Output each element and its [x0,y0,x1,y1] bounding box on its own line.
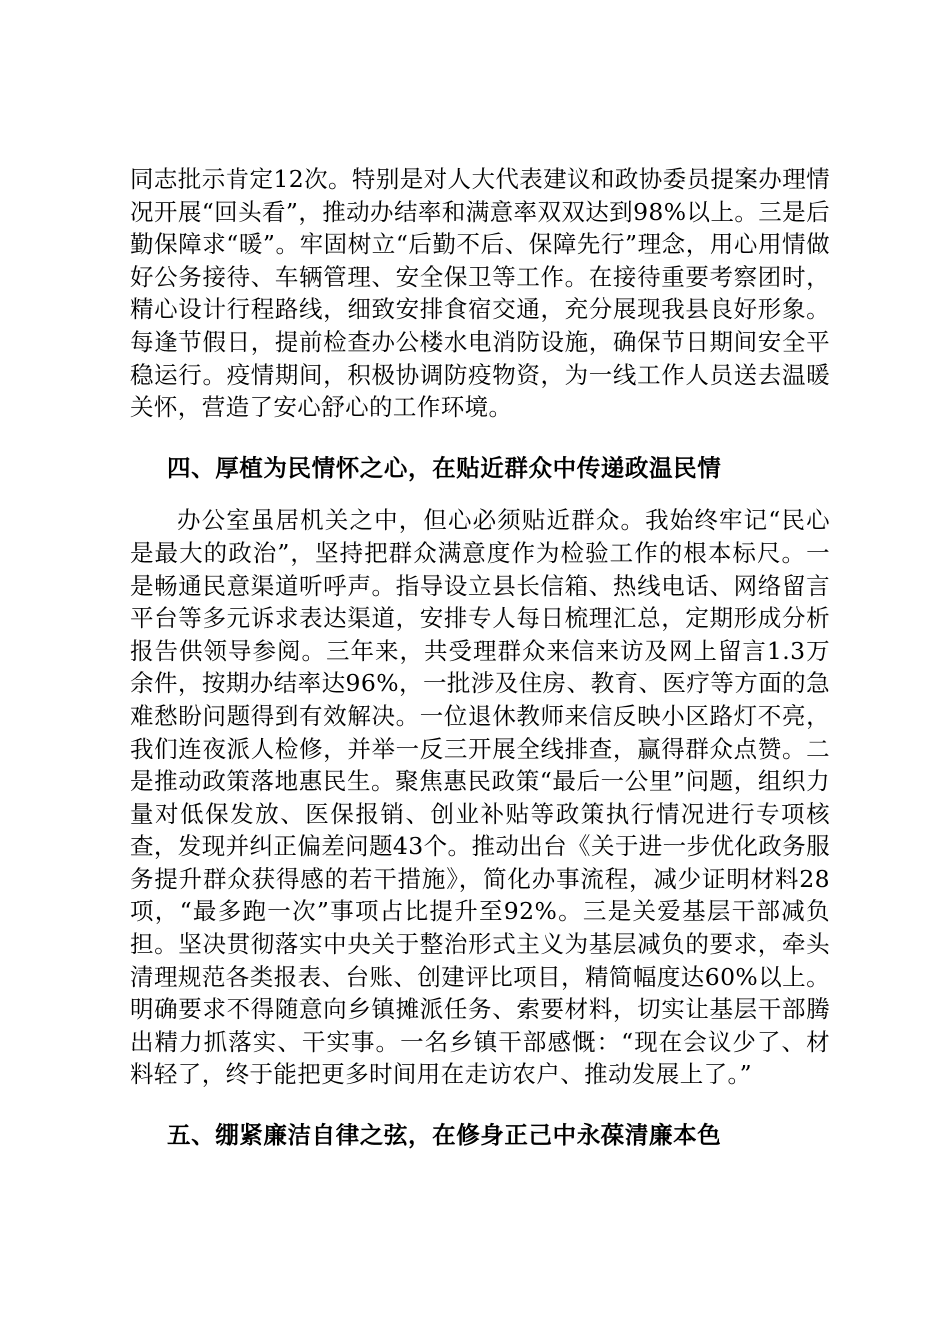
spacer [130,1091,830,1119]
section-heading-4: 四、厚植为民情怀之心，在贴近群众中传递政温民情 [167,453,722,482]
spacer [130,424,830,452]
document-page [130,163,830,1152]
section-heading-5: 五、绷紧廉洁自律之弦，在修身正己中永葆清廉本色 [167,1121,722,1150]
paragraph-continued: 同志批示肯定12次。特别是对人大代表建议和政协委员提案办理情况开展“回头看”，推动办结率和满意率双双达到98%以上。三是后勤保障求“暖”。牢固树立“后勤不后、保障先行”理念，用心用情做好公务接待、车辆管理、安全保卫等工作。在接待重要考察团时，精心设计行程路线，细致安排食宿交通，充分展现我县良好形象。每逢节假日，提前检查办公楼水电消防设施，确保节日期间安全平稳运行。疫情期间，积极协调防疫物资，为一线工作人员送去温暖关怀，营造了安心舒心的工作环境。 [130,165,830,422]
spacer [130,484,830,504]
paragraph-section-4: 办公室虽居机关之中，但心必须贴近群众。我始终牢记“民心是最大的政治”，坚持把群众满意度作为检验工作的根本标尺。一是畅通民意渠道听呼声。指导设立县长信箱、热线电话、网络留言平台等多元诉求表达渠道，安排专人每日梳理汇总，定期形成分析报告供领导参阅。三年来，共受理群众来信来访及网上留言1.3万余件，按期办结率达96%，一批涉及住房、教育、医疗等方面的急难愁盼问题得到有效解决。一位退休教师来信反映小区路灯不亮，我们连夜派人检修，并举一反三开展全线排查，赢得群众点赞。二是推动政策落地惠民生。聚焦惠民政策“最后一公里”问题，组织力量对低保发放、医保报销、创业补贴等政策执行情况进行专项核查，发现并纠正偏差问题43个。推动出台《关于进一步优化政务服务提升群众获得感的若干措施》，简化办事流程，减少证明材料28项，“最多跑一次”事项占比提升至92%。三是关爱基层干部减负担。坚决贯彻落实中央关于整治形式主义为基层减负的要求，牵头清理规范各类报表、台账、创建评比项目，精简幅度达60%以上。明确要求不得随意向乡镇摊派任务、索要材料，切实让基层干部腾出精力抓落实、干实事。一名乡镇干部感慨：“现在会议少了、材料轻了，终于能把更多时间用在走访农户、推动发展上了。” [130,506,830,1089]
